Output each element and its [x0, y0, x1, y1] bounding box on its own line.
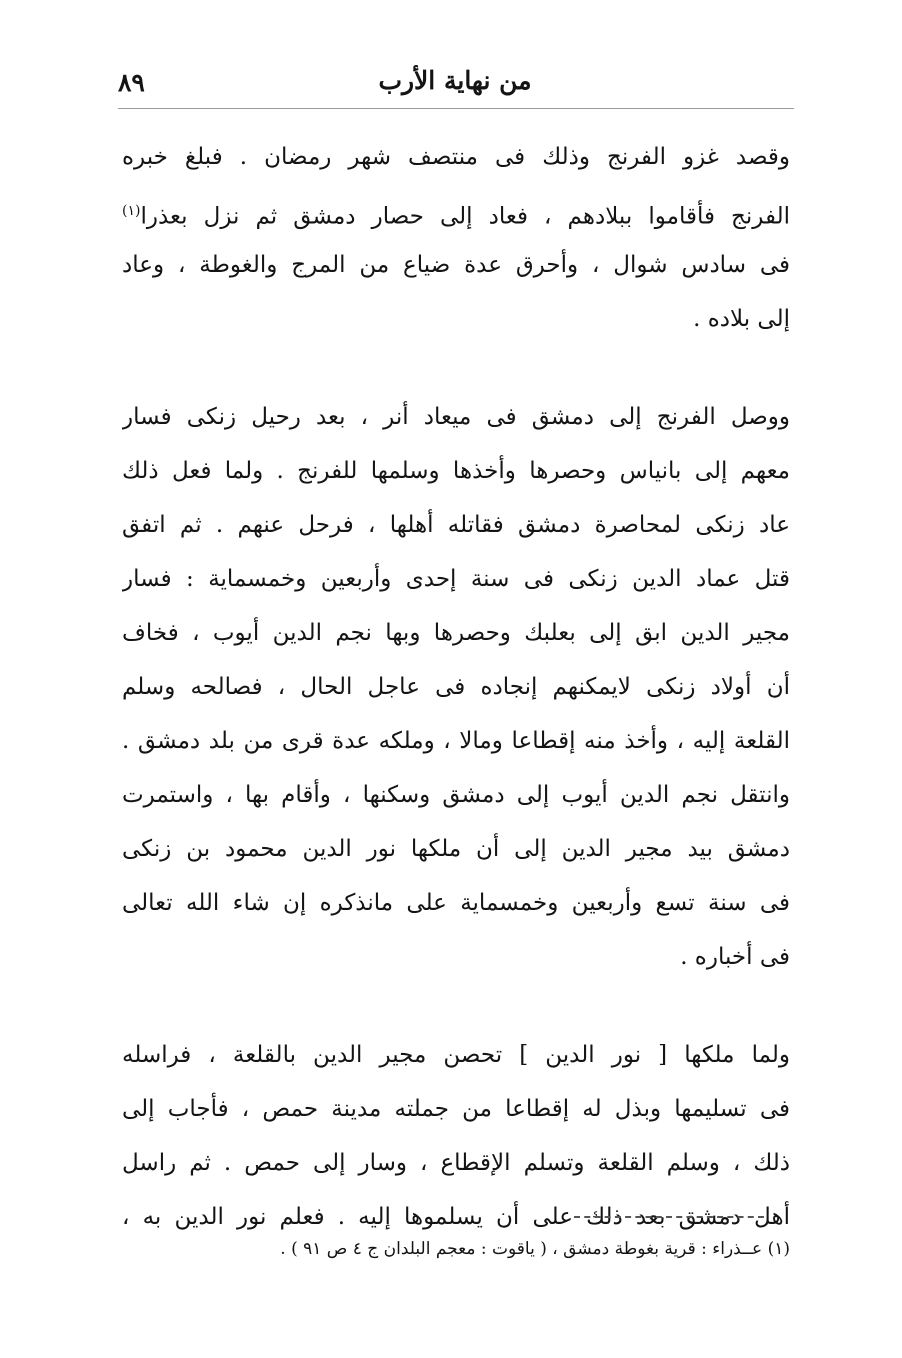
text-line: دمشق بيد مجير الدين إلى أن ملكها نور الدين محمود بن زنكى: [122, 836, 790, 862]
text-line: مجير الدين ابق إلى بعلبك وحصرها وبها نجم الدين أيوب ، فخاف: [122, 620, 790, 646]
text-line: معهم إلى بانياس وحصرها وأخذها وسلمها للفرنج . ولما فعل ذلك: [122, 458, 790, 484]
footnote: (١) عــذراء : قرية بغوطة دمشق ، ( ياقوت : معجم البلدان ج ٤ ص ٩١ ) .: [280, 1239, 790, 1259]
text-line: وقصد غزو الفرنج وذلك فى منتصف شهر رمضان . فبلغ خبره: [122, 144, 790, 170]
page-header: [110, 62, 800, 108]
text-line: فى أخباره .: [680, 944, 790, 970]
text-line: فى تسليمها وبذل له إقطاعا من جملته مدينة حمص ، فأجاب إلى: [122, 1096, 790, 1122]
page-number: ٨٩: [118, 68, 145, 97]
text-line: فى سنة تسع وأربعين وخمسماية على مانذكره إن شاء الله تعالى: [122, 890, 790, 916]
paragraph-3: [122, 1028, 790, 1244]
text-line-content: الفرنج فأقاموا ببلادهم ، فعاد إلى حصار دمشق ثم نزل بعذرا: [140, 203, 790, 230]
text-line: قتل عماد الدين زنكى فى سنة إحدى وأربعين وخمسماية : فسار: [122, 566, 790, 592]
footnote-divider: [574, 1216, 764, 1218]
text-line: وانتقل نجم الدين أيوب إلى دمشق وسكنها ، وأقام بها ، واستمرت: [122, 782, 790, 808]
text-line: إلى بلاده .: [693, 306, 790, 332]
footnote-reference: (١): [122, 203, 141, 219]
text-line: فى سادس شوال ، وأحرق عدة ضياع من المرج والغوطة ، وعاد: [122, 252, 790, 278]
text-line: ذلك ، وسلم القلعة وتسلم الإقطاع ، وسار إلى حمص . ثم راسل: [122, 1150, 790, 1176]
text-line-with-footnote: [122, 184, 790, 238]
running-title: من نهاية الأرب: [378, 66, 532, 95]
text-line: عاد زنكى لمحاصرة دمشق فقاتله أهلها ، فرحل عنهم . ثم اتفق: [122, 512, 790, 538]
paragraph-2: [122, 390, 790, 984]
text-line: أهل دمشق بعد ذلك على أن يسلموها إليه . فعلم نور الدين به ،: [122, 1204, 790, 1230]
text-line: أن أولاد زنكى لايمكنهم إنجاده فى عاجل الحال ، فصالحه وسلم: [122, 674, 790, 700]
paragraph-1: [122, 130, 790, 346]
paragraph-spacer: [122, 346, 790, 390]
paragraph-spacer: [122, 984, 790, 1028]
text-line: القلعة إليه ، وأخذ منه إقطاعا ومالا ، وملكه عدة قرى من بلد دمشق .: [122, 728, 790, 754]
main-text: [122, 130, 790, 1244]
text-line: ولما ملكها [ نور الدين ] تحصن مجير الدين بالقلعة ، فراسله: [122, 1042, 790, 1068]
text-line: ووصل الفرنج إلى دمشق فى ميعاد أنر ، بعد رحيل زنكى فسار: [122, 404, 790, 430]
header-divider: [118, 108, 794, 109]
